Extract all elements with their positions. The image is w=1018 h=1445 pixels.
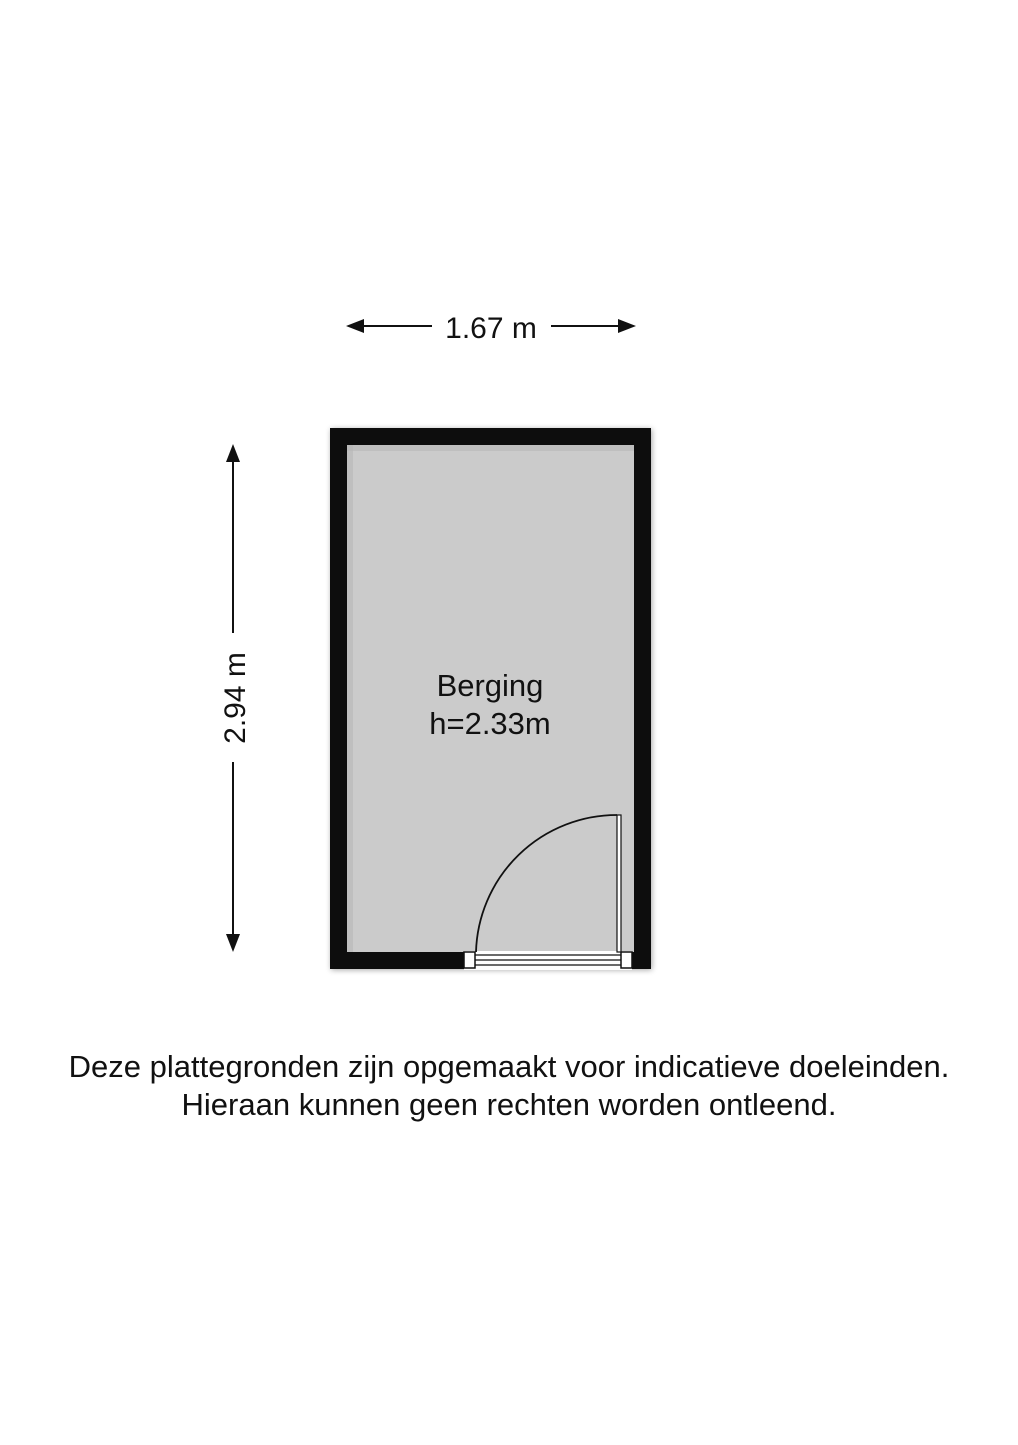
arrow-right-icon	[618, 319, 636, 333]
door-jamb-left	[464, 952, 475, 968]
door-jamb-right	[621, 952, 632, 968]
room-ceiling-height: h=2.33m	[429, 706, 551, 741]
disclaimer-line-1: Deze plattegronden zijn opgemaakt voor indicatieve doeleinden.	[68, 1049, 950, 1084]
floor-shade-left	[347, 445, 353, 952]
arrow-down-icon	[226, 934, 240, 952]
width-dimension	[346, 312, 636, 345]
height-label: 2.94 m	[219, 652, 252, 744]
arrow-up-icon	[226, 444, 240, 462]
room-berging	[330, 428, 651, 970]
door-leaf	[617, 815, 621, 952]
arrow-left-icon	[346, 319, 364, 333]
floor-shade-top	[347, 445, 634, 451]
disclaimer	[0, 1048, 1018, 1124]
disclaimer-line-2: Hieraan kunnen geen rechten worden ontleend.	[181, 1087, 837, 1122]
room-name: Berging	[436, 668, 544, 703]
width-label: 1.67 m	[445, 312, 537, 345]
height-dimension	[219, 444, 252, 952]
